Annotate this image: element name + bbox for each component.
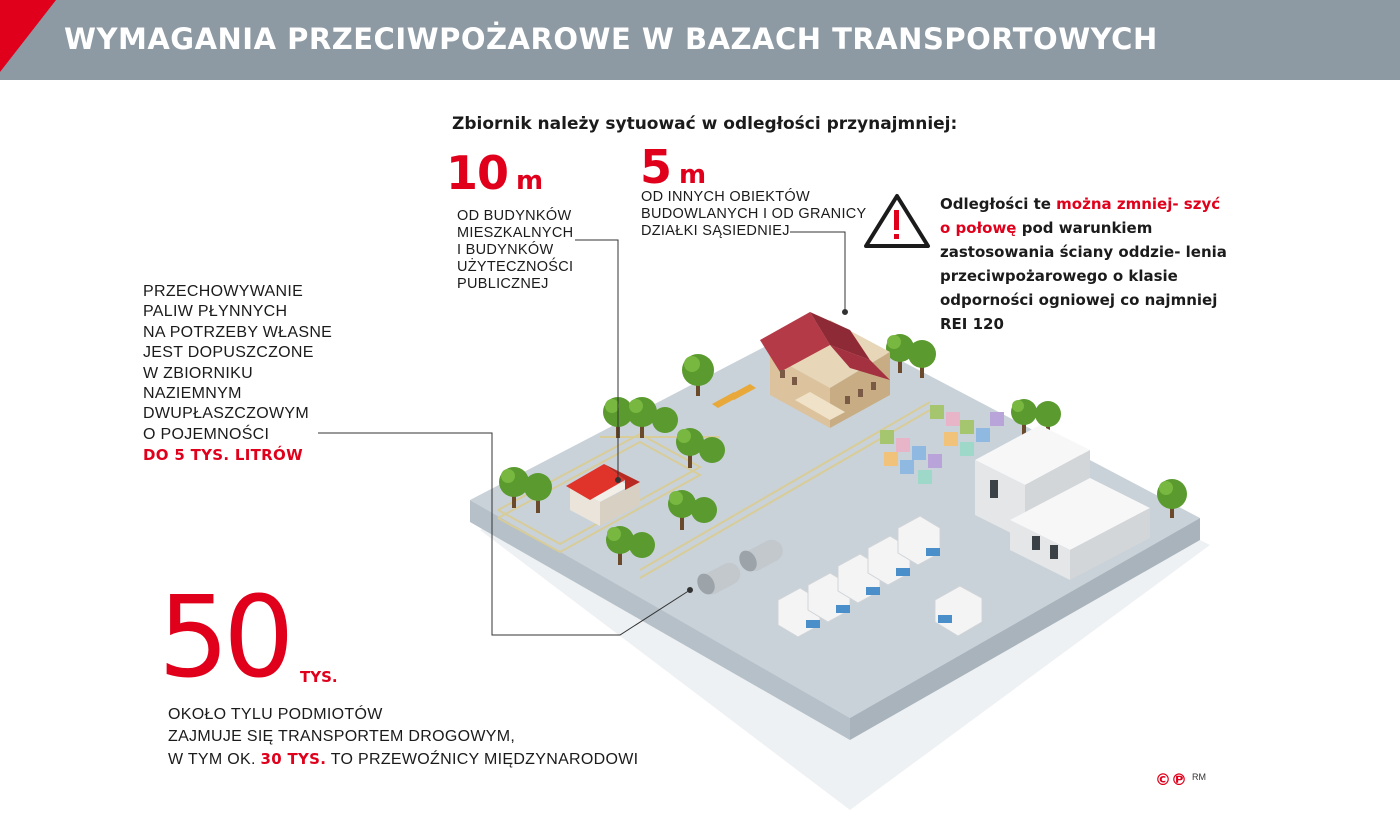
stat-international-highlight: 30 TYS.: [260, 750, 327, 768]
distance-lead: Zbiornik należy sytuować w odległości przynajmniej:: [452, 114, 958, 134]
distance-5m: [640, 140, 706, 194]
stat-suffix: TYS.: [300, 668, 338, 686]
distance-5m-value: 5: [640, 140, 672, 194]
warning-text: Odległości te można zmniej- szyć o połowę pod warunkiem zastosowania ściany oddzie- lenia przeciwpożarowego o klasie odporności ogniowej co najmniej REI 120: [940, 195, 1227, 333]
distance-10m: [446, 146, 543, 200]
storage-capacity-highlight: DO 5 TYS. LITRÓW: [143, 446, 303, 465]
distance-10m-description: OD BUDYNKÓW MIESZKALNYCH I BUDYNKÓW UŻYTECZNOŚCI PUBLICZNEJ: [457, 208, 574, 292]
warning-triangle-icon: [866, 196, 928, 246]
storage-note: PRZECHOWYWANIE PALIW PŁYNNYCH NA POTRZEBY WŁASNE JEST DOPUSZCZONE W ZBIORNIKU NAZIEMNYM DWUPŁASZCZOWYM O POJEMNOŚCI DO 5 TYS. LITRÓW: [143, 282, 383, 466]
distance-10m-unit: m: [516, 166, 544, 196]
distance-5m-unit: m: [679, 160, 707, 190]
author-initials: RM: [1192, 772, 1206, 782]
distance-10m-value: 10: [446, 146, 509, 200]
stat-description: OKOŁO TYLU PODMIOTÓW ZAJMUJE SIĘ TRANSPORTEM DROGOWYM, W TYM OK. 30 TYS. TO PRZEWOŹNICY MIĘDZYNARODOWI: [168, 706, 639, 768]
copyright-symbols: ©℗: [1155, 770, 1187, 789]
distance-5m-description: OD INNYCH OBIEKTÓW BUDOWLANYCH I OD GRANICY DZIAŁKI SĄSIEDNIEJ: [641, 189, 867, 239]
page-title: WYMAGANIA PRZECIWPOŻAROWE W BAZACH TRANSPORTOWYCH: [64, 22, 1158, 56]
stat-number: 50: [158, 573, 289, 703]
warning-highlight: można zmniej- szyć o połowę: [940, 195, 1221, 237]
